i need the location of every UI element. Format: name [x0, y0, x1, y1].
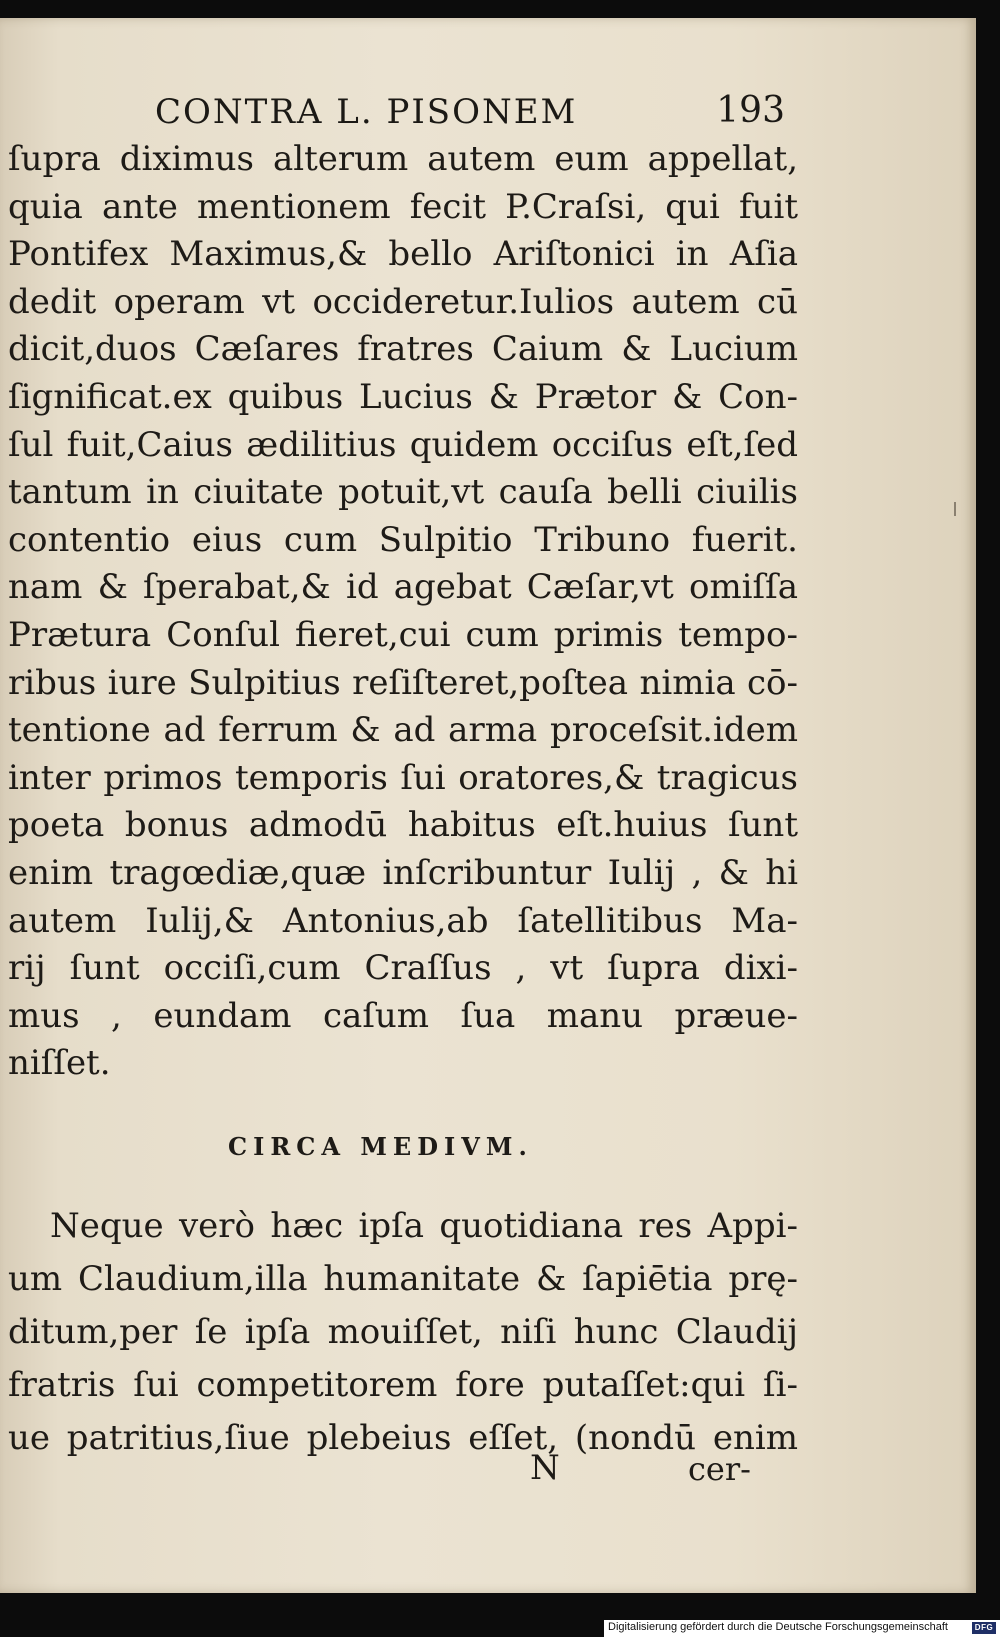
text-line: quia ante mentionem fecit P.Craſsi, qui fuit — [8, 186, 798, 227]
paragraph-2 — [8, 1200, 798, 1465]
text-line: nam & ſperabat,& id agebat Cæſar,vt omiſſa — [8, 567, 798, 608]
dfg-logo: DFG — [972, 1622, 996, 1634]
text-line: ſupra diximus alterum autem eum appellat, — [8, 139, 798, 179]
text-line: dicit,duos Cæſares fratres Caium & Lucium — [8, 329, 798, 370]
text-line: tantum in ciuitate potuit,vt cauſa belli ciuilis — [8, 472, 798, 513]
text-line: inter primos temporis ſui oratores,& tragicus — [8, 757, 798, 798]
text-line: um Claudium,illa humanitate & ſapiētia prę- — [8, 1259, 798, 1299]
text-line: tentione ad ferrum & ad arma proceſsit.idem — [8, 710, 798, 751]
text-line: autem Iulij,& Antonius,ab ſatellitibus Ma- — [8, 900, 798, 941]
catchword: cer- — [688, 1450, 751, 1488]
footer-bar — [604, 1620, 1000, 1637]
text-line: poeta bonus admodū habitus eſt.huius ſunt — [8, 805, 798, 846]
section-heading: CIRCA MEDIVM. — [228, 1132, 533, 1161]
text-line: Pontifex Maximus,& bello Ariſtonici in Aſia — [8, 234, 798, 275]
text-line: ribus iure Sulpitius reſiſteret,poſtea nimia cō- — [8, 662, 798, 703]
text-line: ſignificat.ex quibus Lucius & Prætor & Con- — [8, 376, 798, 417]
running-title: CONTRA L. PISONEM — [155, 92, 578, 132]
paper-mark — [954, 502, 956, 516]
signature-mark: N — [530, 1448, 560, 1488]
text-line: Neque verò hæc ipſa quotidiana res Appi- — [50, 1206, 798, 1246]
text-line: ſul fuit,Caius ædilitius quidem occiſus eſt,ſed — [8, 424, 798, 465]
text-line: contentio eius cum Sulpitio Tribuno fuerit. — [8, 519, 798, 560]
text-line: ue patritius,ſiue plebeius eſſet, (nondū enim — [8, 1418, 798, 1458]
text-line: enim tragœdiæ,quæ inſcribuntur Iulij , & hi — [8, 852, 798, 893]
text-line: ditum,per ſe ipſa mouiſſet, niſi hunc Claudij — [8, 1312, 798, 1352]
text-line: mus , eundam caſum ſua manu præue- — [8, 995, 798, 1036]
text-line: dedit operam vt occideretur.Iulios autem cū — [8, 281, 798, 322]
text-line: niſſet. — [8, 1043, 111, 1084]
text-line: fratris ſui competitorem fore putaſſet:qui ſi- — [8, 1365, 798, 1405]
text-line: Prætura Conſul fieret,cui cum primis tempo- — [8, 614, 798, 655]
paragraph-1 — [8, 136, 798, 1088]
page-number: 193 — [716, 90, 785, 131]
text-line: rij ſunt occiſi,cum Craſſus , vt ſupra dixi- — [8, 948, 798, 989]
page-header — [155, 80, 785, 140]
footer-credit: Digitalisierung gefördert durch die Deutsche Forschungsgemeinschaft — [608, 1621, 948, 1633]
